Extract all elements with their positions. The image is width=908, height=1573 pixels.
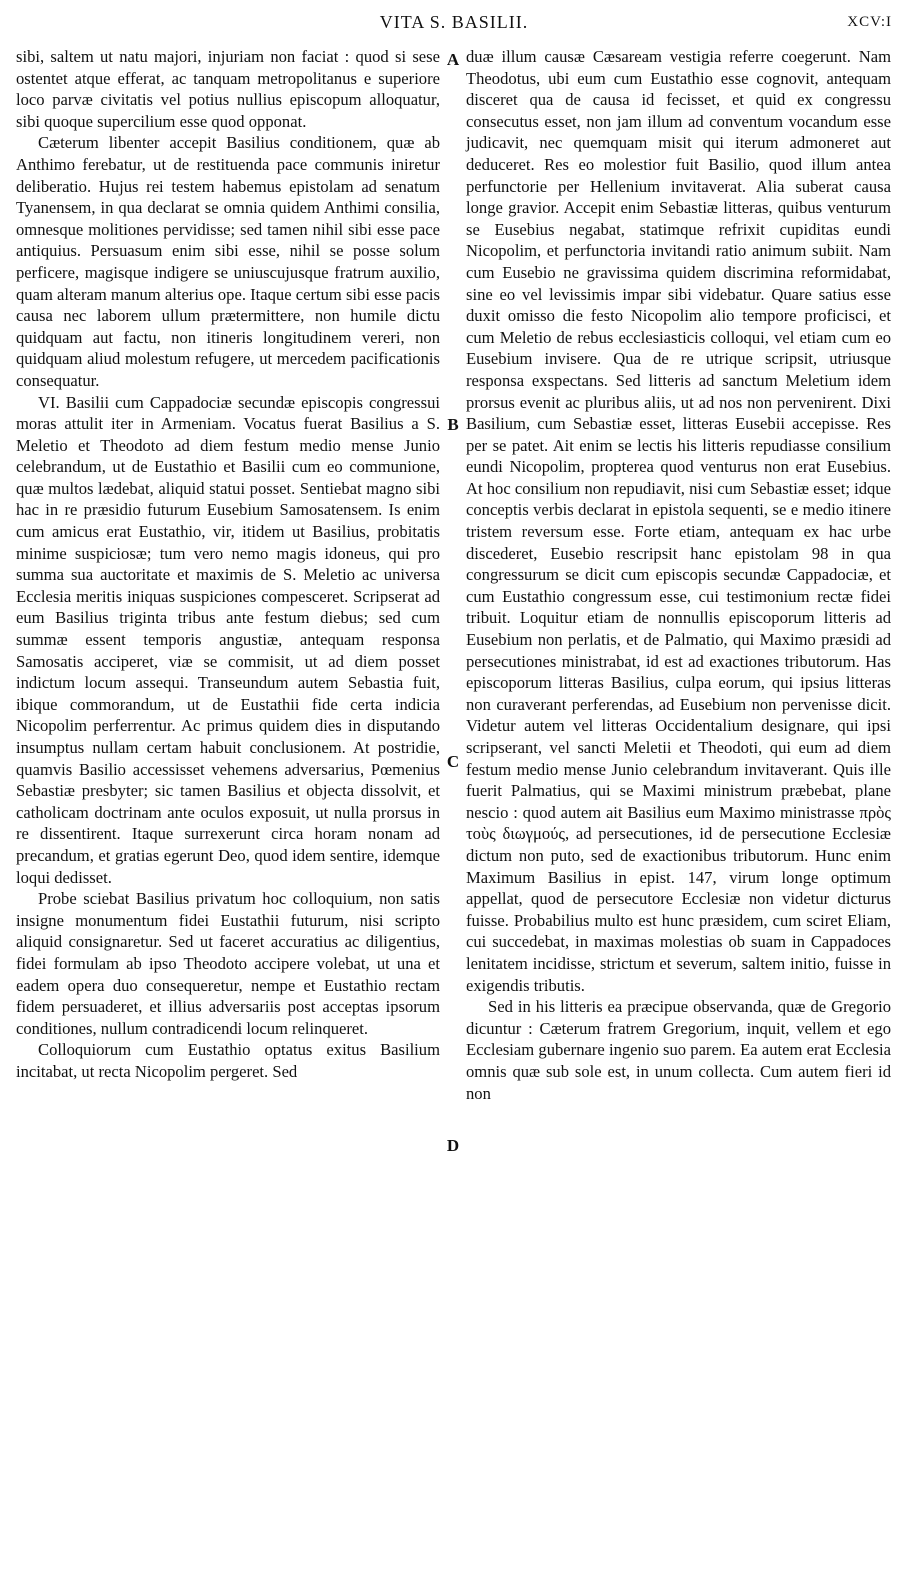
margin-marker-c: C	[446, 752, 460, 771]
paragraph: VI. Basilii cum Cappadociæ secundæ episcopis congressui moras attulit iter in Armeniam. Vocatus fuerat Basilius a S. Meletio et Theodoto ad diem festum medio mense Junio celebrandum, ut de Eustathio et Basilii cum eo communione, quæ multos lædebat, aliquid statui posset. Sentiebat magno sibi hac in re præsidio futurum Eusebium Samosatensem. Is enim cum amicus erat Eustathio, vir, itidem ut Basilius, probitatis minime suspiciosæ; tum vero nemo magis idoneus, qui pro summa sua auctoritate et maximis de S. Meletio ac universa Ecclesia meritis iniquas suspiciones compesceret. Scripserat ad eum Basilius triginta tribus ante festum diebus; sed cum summæ essent temporis angustiæ, antequam responsa Samosatis acciperet, viæ se commisit, ut ad diem posset indictum locum assequi. Transeundum autem Sebastia fuit, ibique commorandum, ut de Eustathii fide certa indicia Nicopolim perferrentur. Ac primus quidem dies in disputando insumptus nullam certam habuit conclusionem. At postridie, quamvis Basilio accessisset vehemens adversarius, Pœmenius Sebastiæ presbyter; sic tamen Basilius et objecta dissolvit, et catholicam doctrinam ante oculos exposuit, ut nulla prorsus in re dissentirent. Itaque surrexerunt circa horam nonam ad precandum, et gratias egerunt Deo, quod idem sentire, idemque loqui dedisset.	[16, 392, 440, 887]
margin-marker-d: D	[446, 1136, 460, 1155]
paragraph: Probe sciebat Basilius privatum hoc colloquium, non satis insigne monumentum fidei Eustathii futurum, nisi scripto aliquid consignaretur. Sed ut faceret accuratius ac diligentius, fidei formulam ab ipso Theodoto accipere volebat, ut una et eadem opera duo consequeretur, nempe et Eustathio rectam fidem persuaderet, et illius adversariis post acceptas ipsorum conditiones, nullum contradicendi locum relinqueret.	[16, 889, 440, 1038]
paragraph: duæ illum causæ Cæsaream vestigia referre coegerunt. Nam Theodotus, ubi eum cum Eustathio esse cognovit, antequam disceret qua de causa id fecisset, et quid ex congressu consecutus esset, non jam illum ad conventum vocandum esse judicavit, nec quemquam misit qui iterum admoneret aut deduceret. Res eo molestior fuit Basilio, quod illum antea perfunctorie per Hellenium invitaverat. Alia suberat causa longe gravior. Accepit enim Sebastiæ litteras, quibus venturum se Eusebius negabat, statimque refrixit cupiditas eundi Nicopolim, et perfunctoria invitandi ratio animum subiit. Nam cum Eusebio ne gravissima quidem discrimina reformidabat, sine eo vel levissimis impar sibi videbatur. Quare satius esse duxit omisso die festo Nicopolim alio tempore proficisci, et cum Meletio de rebus ecclesiasticis colloqui, vel etiam cum eo Eusebium invisere. Qua de re utrique scripsit, utriusque responsa exspectans. Sed litteris ad sanctum Meletium idem prorsus evenit ac pluribus aliis, ut ad nos non pervenirent. Dixi Basilium, cum Sebastiæ esset, litteras Eusebii accepisse. Res per se patet. Ait enim se lectis his litteris repudiasse consilium eundi Nicopolim, propterea quod venturus non erat Eusebius. At hoc consilium non repudiavit, nisi cum Sebastiæ esset; idque conceptis verbis declarat in epistola sequenti, se e medio itinere tristem reversum esse. Forte etiam, antequam ex hac urbe discederet, Eusebio rescripsit hanc epistolam 98 in qua congressurum se dicit cum episcopis secundæ Cappadociæ, et cum Eustathio congressum esse, cui testimonium rectæ fidei tribuit. Loquitur etiam de nonnullis episcoporum litteris ad Eusebium non perlatis, et de Palmatio, qui Maximo præsidi ad persecutiones ministrabat, id est ad exactiones tributorum. Has episcoporum litteras Basilius, culpa eorum, qui ipsius litteras non curaverant perferendas, ad Eusebium non pervenisse dicit. Videtur autem vel litteras Occidentalium designare, qui ipsi scripserant, vel sancti Meletii et Theodoti, qui eum ad diem festum medio mense Junio celebrandum invitaverant. Quis ille fuerit Palmatius, qui se Maximi ministrum præbebat, plane nescio : quod autem ait Basilius eum Maximo ministrasse πρὸς τοὺς διωγμούς, ad persecutiones, id de persecutione Ecclesiæ dictum non puto, sed de exactionibus tributorum. Hunc enim Maximum Basilius in epist. 147, virum longe optimum appellat, quod de persecutore Ecclesiæ non videtur dicturus fuisse. Probabilius multo est hunc præsidem, cum sciret Eliam, cui succedebat, in maximas molestias ob suam in Cappadoces lenitatem incidisse, strictum et severum, saltem initio, fuisse in exigendis tributis.	[466, 47, 891, 995]
right-column	[466, 46, 891, 1104]
paragraph: sibi, saltem ut natu majori, injuriam non faciat : quod si sese ostentet atque efferat, ac tanquam metropolitanus e superiore loco parvæ civitatis vel potius nullius episcopum alloquatur, sibi quoque supercilium esse quod opponat.	[16, 47, 440, 131]
margin-marker-a: A	[446, 50, 460, 69]
margin-marker-b: B	[447, 415, 459, 434]
left-column	[16, 46, 440, 1083]
page-header	[0, 6, 908, 36]
page-number: XCV:I	[847, 14, 892, 30]
paragraph: Cæterum libenter accepit Basilius conditionem, quæ ab Anthimo ferebatur, ut de restituenda pace communis iniretur deliberatio. Hujus rei testem habemus epistolam ad senatum Tyanensem, in qua declarat se omnia quidem Anthimi consilia, omnesque molitiones pervidisse; sed tamen nihil sibi esse pace antiquius. Persuasum enim sibi esse, nihil se posse solum perficere, magisque indigere se uniuscujusque fratrum auxilio, quam alteram manum alterius ope. Itaque certum sibi esse pacis causa nec laborem ullum prætermittere, non humile dictu quidquam aut factu, non itineris longitudinem vereri, non quidquam aliud molestum refugere, ut mercedem pacificationis consequatur.	[16, 133, 440, 390]
paragraph: Sed in his litteris ea præcipue observanda, quæ de Gregorio dicuntur : Cæterum fratrem Gregorium, inquit, vellem et ego Ecclesiam gubernare ingenio suo parem. Ea autem erat Ecclesia omnis quæ sub sole est, in unum collecta. Cum autem fieri id non	[466, 997, 891, 1103]
running-title: VITA S. BASILII.	[379, 12, 529, 32]
paragraph: Colloquiorum cum Eustathio optatus exitus Basilium incitabat, ut recta Nicopolim pergeret. Sed	[16, 1040, 440, 1081]
